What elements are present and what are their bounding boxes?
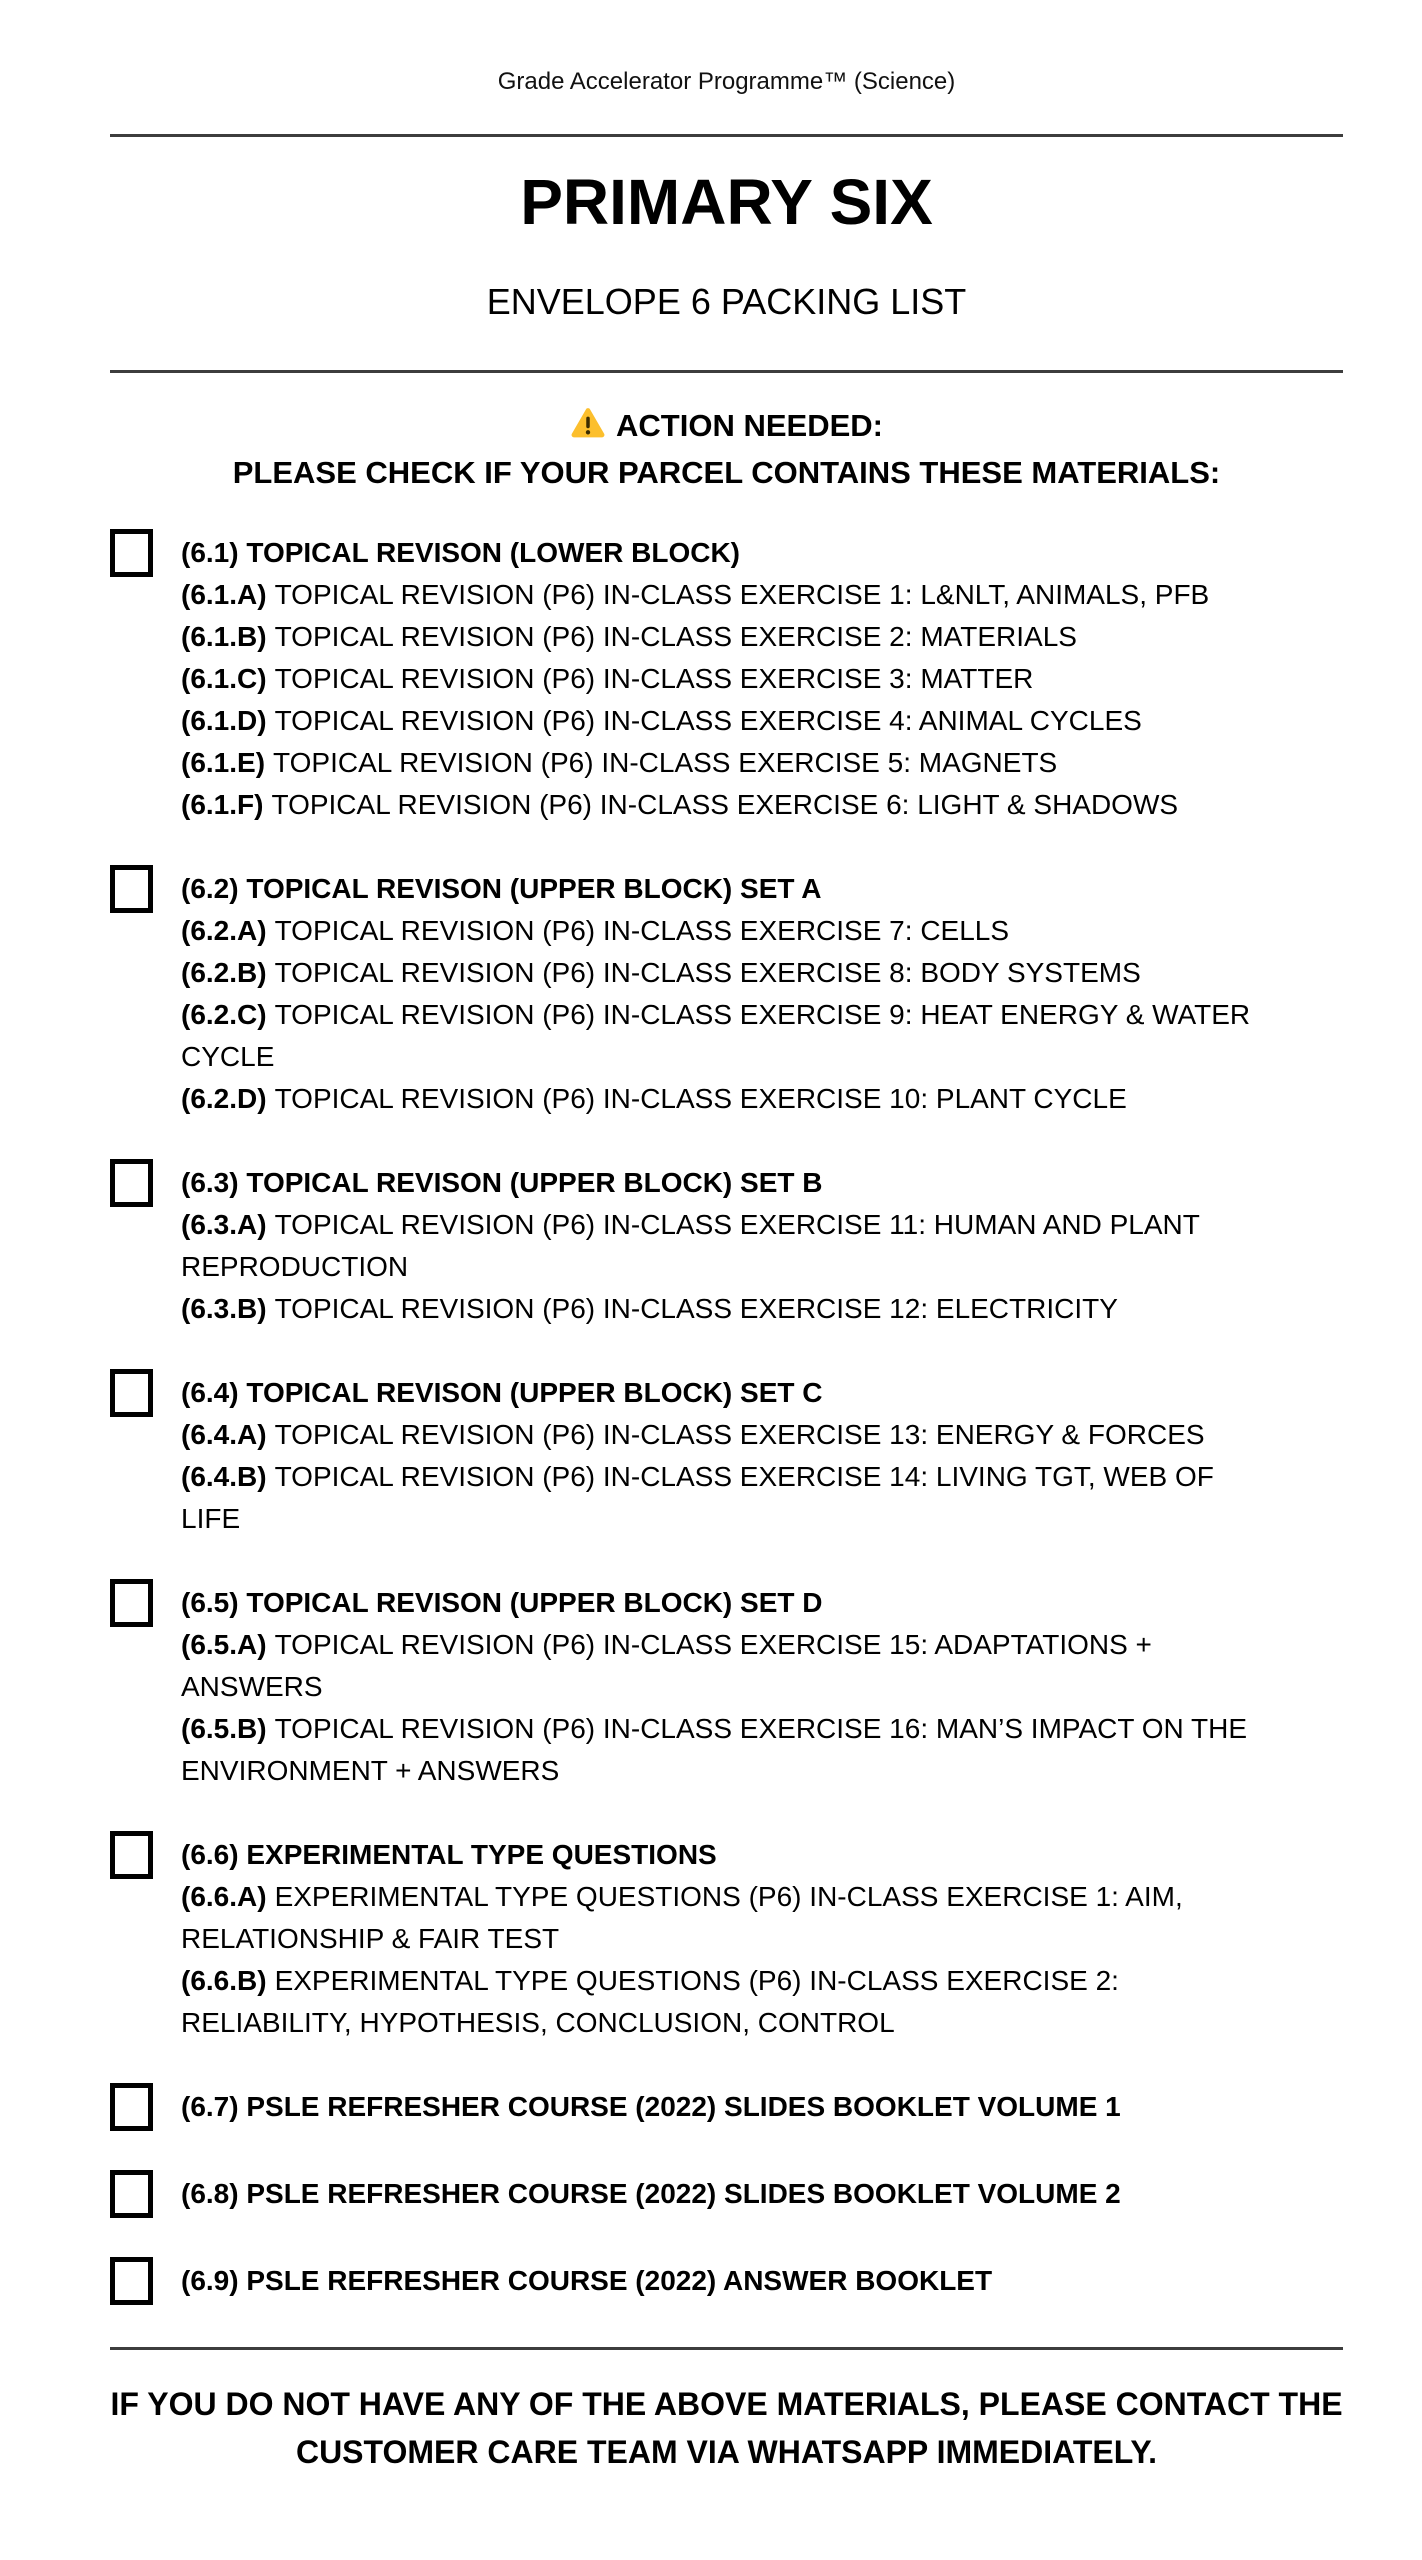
checkbox-6-2[interactable]: [110, 865, 153, 913]
checkbox-6-4[interactable]: [110, 1369, 153, 1417]
action-needed-line: [110, 402, 1343, 449]
top-divider: [110, 134, 1343, 137]
material-item: [181, 952, 1261, 994]
material-item: [181, 1078, 1261, 1120]
item-text: TOPICAL REVISION (P6) IN-CLASS EXERCISE 2: MATERIALS: [274, 621, 1077, 652]
item-label: (6.2.A): [181, 915, 267, 946]
material-heading: (6.7) PSLE REFRESHER COURSE (2022) SLIDES BOOKLET VOLUME 1: [181, 2091, 1121, 2122]
material-item: [181, 784, 1261, 826]
item-label: (6.1.E): [181, 747, 266, 778]
item-label: (6.5.B): [181, 1713, 267, 1744]
material-item: [181, 910, 1261, 952]
check-instruction: PLEASE CHECK IF YOUR PARCEL CONTAINS THESE MATERIALS:: [232, 455, 1221, 490]
item-text: TOPICAL REVISION (P6) IN-CLASS EXERCISE 12: ELECTRICITY: [274, 1293, 1118, 1324]
item-text: EXPERIMENTAL TYPE QUESTIONS (P6) IN-CLASS EXERCISE 2: RELIABILITY, HYPOTHESIS, CONCLUSION, CONTROL: [181, 1965, 1119, 2038]
material-item: [181, 574, 1261, 616]
materials-checklist: [110, 532, 1343, 2305]
material-heading: (6.2) TOPICAL REVISON (UPPER BLOCK) SET A: [181, 873, 822, 904]
checkbox-6-5[interactable]: [110, 1579, 153, 1627]
material-heading: (6.9) PSLE REFRESHER COURSE (2022) ANSWER BOOKLET: [181, 2265, 993, 2296]
item-label: (6.3.A): [181, 1209, 267, 1240]
action-notice: [110, 402, 1343, 496]
material-item: [181, 700, 1261, 742]
item-label: (6.6.B): [181, 1965, 267, 1996]
item-text: TOPICAL REVISION (P6) IN-CLASS EXERCISE 14: LIVING TGT, WEB OF LIFE: [181, 1461, 1214, 1534]
material-heading: (6.5) TOPICAL REVISON (UPPER BLOCK) SET D: [181, 1587, 823, 1618]
item-text: TOPICAL REVISION (P6) IN-CLASS EXERCISE 11: HUMAN AND PLANT REPRODUCTION: [181, 1209, 1200, 1282]
checkbox-6-7[interactable]: [110, 2083, 153, 2131]
page-subtitle: ENVELOPE 6 PACKING LIST: [486, 281, 967, 322]
item-label: (6.4.A): [181, 1419, 267, 1450]
item-label: (6.4.B): [181, 1461, 267, 1492]
section-6-1: [110, 532, 1343, 826]
item-text: TOPICAL REVISION (P6) IN-CLASS EXERCISE 3: MATTER: [274, 663, 1034, 694]
section-6-9: [110, 2260, 1343, 2305]
material-heading: (6.3) TOPICAL REVISON (UPPER BLOCK) SET B: [181, 1167, 823, 1198]
material-item: [181, 1456, 1261, 1540]
item-text: TOPICAL REVISION (P6) IN-CLASS EXERCISE 13: ENERGY & FORCES: [274, 1419, 1205, 1450]
section-6-2: [110, 868, 1343, 1120]
item-label: (6.1.B): [181, 621, 267, 652]
item-label: (6.1.D): [181, 705, 267, 736]
material-item: [181, 1204, 1261, 1288]
material-heading: (6.4) TOPICAL REVISON (UPPER BLOCK) SET C: [181, 1377, 823, 1408]
material-item: [181, 658, 1261, 700]
item-label: (6.1.F): [181, 789, 264, 820]
item-label: (6.2.B): [181, 957, 267, 988]
footer-divider: [110, 2347, 1343, 2350]
item-text: TOPICAL REVISION (P6) IN-CLASS EXERCISE 6: LIGHT & SHADOWS: [271, 789, 1179, 820]
header-divider: [110, 370, 1343, 373]
item-text: TOPICAL REVISION (P6) IN-CLASS EXERCISE 5: MAGNETS: [273, 747, 1058, 778]
item-text: TOPICAL REVISION (P6) IN-CLASS EXERCISE 9: HEAT ENERGY & WATER CYCLE: [181, 999, 1251, 1072]
section-6-5: [110, 1582, 1343, 1792]
item-label: (6.1.C): [181, 663, 267, 694]
section-6-6: [110, 1834, 1343, 2044]
programme-label: Grade Accelerator Programme™ (Science): [497, 68, 956, 95]
material-item: [181, 742, 1261, 784]
item-label: (6.5.A): [181, 1629, 267, 1660]
section-6-7: [110, 2086, 1343, 2131]
footer-message: IF YOU DO NOT HAVE ANY OF THE ABOVE MATERIALS, PLEASE CONTACT THE CUSTOMER CARE TEAM VIA WHATSAPP IMMEDIATELY.: [110, 2386, 1343, 2470]
item-label: (6.3.B): [181, 1293, 267, 1324]
material-item: [181, 994, 1261, 1078]
material-item: [181, 1288, 1261, 1330]
material-item: [181, 1960, 1261, 2044]
item-text: TOPICAL REVISION (P6) IN-CLASS EXERCISE 4: ANIMAL CYCLES: [274, 705, 1142, 736]
warning-icon: [570, 407, 606, 439]
item-label: (6.1.A): [181, 579, 267, 610]
checkbox-6-3[interactable]: [110, 1159, 153, 1207]
material-heading: (6.6) EXPERIMENTAL TYPE QUESTIONS: [181, 1839, 717, 1870]
item-text: TOPICAL REVISION (P6) IN-CLASS EXERCISE 10: PLANT CYCLE: [274, 1083, 1127, 1114]
action-needed-heading: ACTION NEEDED:: [616, 408, 883, 443]
item-text: EXPERIMENTAL TYPE QUESTIONS (P6) IN-CLASS EXERCISE 1: AIM, RELATIONSHIP & FAIR TEST: [181, 1881, 1183, 1954]
item-label: (6.2.D): [181, 1083, 267, 1114]
material-item: [181, 1624, 1261, 1708]
item-text: TOPICAL REVISION (P6) IN-CLASS EXERCISE 7: CELLS: [274, 915, 1010, 946]
checkbox-6-8[interactable]: [110, 2170, 153, 2218]
material-heading: (6.1) TOPICAL REVISON (LOWER BLOCK): [181, 537, 740, 568]
checkbox-6-1[interactable]: [110, 529, 153, 577]
material-item: [181, 1876, 1261, 1960]
item-text: TOPICAL REVISION (P6) IN-CLASS EXERCISE 8: BODY SYSTEMS: [274, 957, 1141, 988]
item-text: TOPICAL REVISION (P6) IN-CLASS EXERCISE 15: ADAPTATIONS + ANSWERS: [181, 1629, 1152, 1702]
checkbox-6-6[interactable]: [110, 1831, 153, 1879]
section-6-3: [110, 1162, 1343, 1330]
section-6-8: [110, 2173, 1343, 2218]
material-item: [181, 616, 1261, 658]
material-heading: (6.8) PSLE REFRESHER COURSE (2022) SLIDES BOOKLET VOLUME 2: [181, 2178, 1121, 2209]
item-text: TOPICAL REVISION (P6) IN-CLASS EXERCISE 16: MAN’S IMPACT ON THE ENVIRONMENT + ANSWERS: [181, 1713, 1248, 1786]
item-label: (6.6.A): [181, 1881, 267, 1912]
checkbox-6-9[interactable]: [110, 2257, 153, 2305]
page-title: PRIMARY SIX: [520, 166, 933, 238]
material-item: [181, 1414, 1261, 1456]
material-item: [181, 1708, 1261, 1792]
section-6-4: [110, 1372, 1343, 1540]
item-text: TOPICAL REVISION (P6) IN-CLASS EXERCISE 1: L&NLT, ANIMALS, PFB: [274, 579, 1210, 610]
item-label: (6.2.C): [181, 999, 267, 1030]
